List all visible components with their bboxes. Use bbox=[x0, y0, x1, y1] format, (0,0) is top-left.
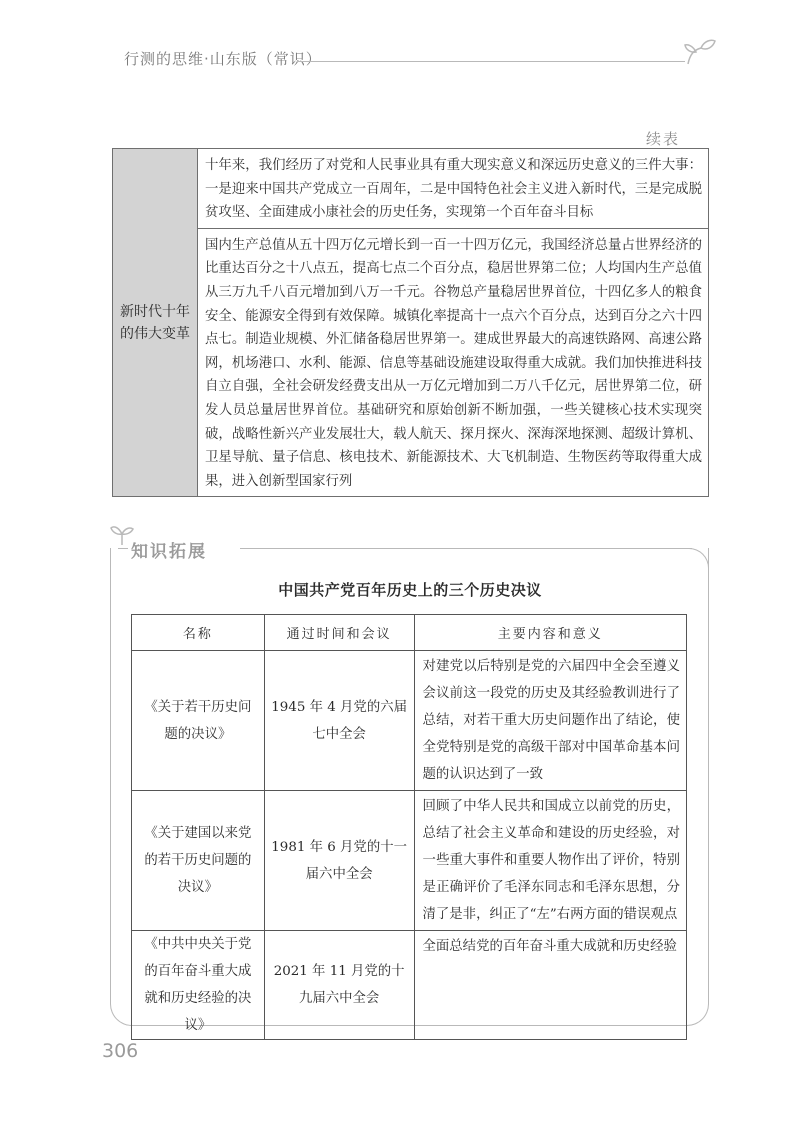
resolution-content: 全面总结党的百年奋斗重大成就和历史经验 bbox=[414, 931, 686, 1040]
column-header-name: 名称 bbox=[132, 615, 265, 651]
reform-table bbox=[112, 148, 709, 497]
column-header-content: 主要内容和意义 bbox=[414, 615, 686, 651]
resolutions-table-title: 中国共产党百年历史上的三个历史决议 bbox=[278, 581, 542, 599]
page-number: 306 bbox=[102, 1040, 139, 1062]
knowledge-heading: 知识拓展 bbox=[131, 542, 207, 562]
resolution-content: 回顾了中华人民共和国成立以前党的历史，总结了社会主义革命和建设的历史经验，对一些重大事件和重要人物作出了评价，特别是正确评价了毛泽东同志和毛泽东思想，分清了是非，纠正了“左”右两方面的错误观点 bbox=[414, 791, 686, 931]
continuation-label: 续表 bbox=[645, 130, 680, 148]
column-header-time: 通过时间和会议 bbox=[264, 615, 414, 651]
content-cell: 国内生产总值从五十四万亿元增长到一百一十四万亿元，我国经济总量占世界经济的比重达百分之十八点五，提高七点二个百分点，稳居世界第二位；人均国内生产总值从三万九千八百元增加到八万一千元。谷物总产量稳居世界首位，十四亿多人的粮食安全、能源安全得到有效保障。城镇化率提高十一点六个百分点，达到百分之六十四点七。制造业规模、外汇储备稳居世界第一。建成世界最大的高速铁路网、高速公路网，机场港口、水利、能源、信息等基础设施建设取得重大成就。我们加快推进科技自立自强，全社会研发经费支出从一万亿元增加到二万八千亿元，居世界第二位，研发人员总量居世界首位。基础研究和原始创新不断加强，一些关键核心技术实现突破，战略性新兴产业发展壮大，载人航天、探月探火、深海深地探测、超级计算机、卫星导航、量子信息、核电技术、新能源技术、大飞机制造、生物医药等取得重大成果，进入创新型国家行列 bbox=[198, 228, 708, 497]
resolution-time: 1981 年 6 月党的十一届六中全会 bbox=[264, 791, 414, 931]
header-rule bbox=[297, 61, 685, 62]
row-label-cell bbox=[113, 149, 198, 496]
resolution-name: 《关于若干历史问题的决议》 bbox=[132, 651, 265, 791]
table-row bbox=[132, 651, 687, 791]
resolution-name: 《关于建国以来党的若干历史问题的决议》 bbox=[132, 791, 265, 931]
resolution-content: 对建党以后特别是党的六届四中全会至遵义会议前这一段党的历史及其经验教训进行了总结，对若干重大历史问题作出了结论，使全党特别是党的高级干部对中国革命基本问题的认识达到了一致 bbox=[414, 651, 686, 791]
content-cells bbox=[198, 149, 708, 496]
book-title: 行测的思维·山东版（常识） bbox=[124, 50, 322, 68]
leaf-icon bbox=[684, 38, 718, 66]
table-header-row bbox=[132, 615, 687, 651]
table-row bbox=[132, 791, 687, 931]
resolution-time: 2021 年 11 月党的十九届六中全会 bbox=[264, 931, 414, 1040]
resolution-time: 1945 年 4 月党的六届七中全会 bbox=[264, 651, 414, 791]
resolution-name: 《中共中央关于党的百年奋斗重大成就和历史经验的决议》 bbox=[132, 931, 265, 1040]
resolutions-table bbox=[131, 614, 687, 1040]
content-cell: 十年来，我们经历了对党和人民事业具有重大现实意义和深远历史意义的三件大事：一是迎来中国共产党成立一百周年，二是中国特色社会主义进入新时代，三是完成脱贫攻坚、全面建成小康社会的历史任务，实现第一个百年奋斗目标 bbox=[205, 158, 702, 221]
table-row bbox=[132, 931, 687, 1040]
row-label: 新时代十年的伟大变革 bbox=[120, 303, 190, 342]
